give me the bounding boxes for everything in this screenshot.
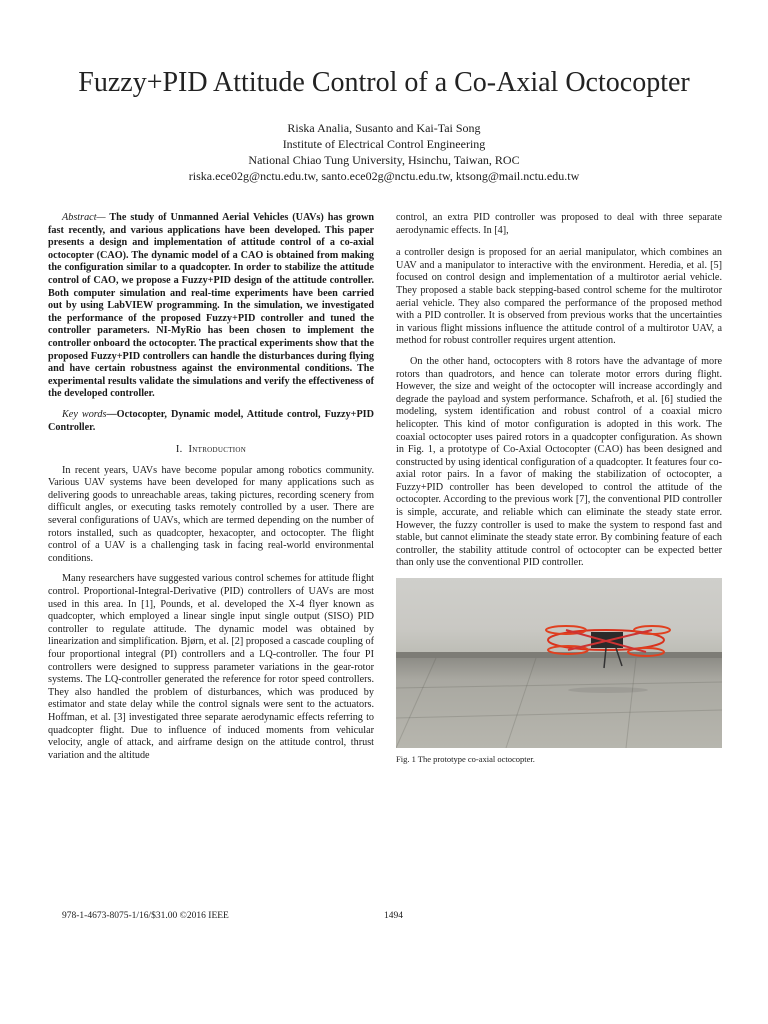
paper-title: Fuzzy+PID Attitude Control of a Co-Axial Octocopter	[78, 67, 690, 98]
paragraph: a controller design is proposed for an aerial manipulator, which combines an UAV and a manipulator to interactive with the environment. Heredia, et al. [5] focused on control design and implementation of a multirotor aerial vehicle. They proposed a stable back stepping-based control scheme for the multirotor aerial vehicle. They also compared the performance of the proposed method with a PID controller. It is observed from previous works that the uncertainties in various flight missions influence the attitude control of a multirotor UAV, a method for robust controller requires urgent attention.	[396, 247, 722, 347]
left-column	[48, 212, 374, 770]
author-university: National Chiao Tung University, Hsinchu, Taiwan, ROC	[248, 153, 520, 167]
author-emails: riska.ece02g@nctu.edu.tw, santo.ece02g@nctu.edu.tw, ktsong@mail.nctu.edu.tw	[188, 169, 580, 183]
keywords-lead: Key words	[62, 408, 107, 420]
section-heading-introduction	[48, 444, 374, 457]
abstract-text: The study of Unmanned Aerial Vehicles (UAVs) has grown fast recently, and various applications have been developed. This paper presents a design and implementation of attitude control of a co-axial octocopter (CAO). The dynamic model of a CAO is obtained from making the configuration similar to a quadcopter. In order to stabilize the attitude control of CAO, we propose a Fuzzy+PID design of the attitude controller. Both computer simulation and real-time experiments have been carried out by using LabVIEW programming. In the simulation, we investigated the performance of the proposed Fuzzy+PID controller and tuned the controller parameters. NI-MyRio has been chosen to implement the controller onboard the octocopter. The practical experiments show that the proposed Fuzzy+PID controllers can handle the disturbances during flying and have certain robustness against the environmental conditions. The experimental results validate the simulations and verify the effectiveness of the developed controller.	[48, 212, 374, 400]
paragraph: control, an extra PID controller was proposed to deal with three separate aerodynamic effects. In [4],	[396, 212, 722, 236]
author-institute: Institute of Electrical Control Engineering	[282, 137, 486, 151]
octocopter-drawing	[396, 578, 722, 748]
keywords-text: —Octocopter, Dynamic model, Attitude control, Fuzzy+PID Controller.	[48, 408, 374, 433]
author-block	[0, 120, 768, 184]
footer-isbn: 978-1-4673-8075-1/16/$31.00 ©2016 IEEE	[62, 911, 229, 921]
abstract	[48, 212, 374, 401]
section-title: Introduction	[188, 444, 247, 456]
figure-caption: Fig. 1 The prototype co-axial octocopter.	[396, 754, 535, 765]
author-names: Riska Analia, Susanto and Kai-Tai Song	[287, 121, 481, 135]
right-column	[396, 212, 722, 765]
paragraph: Many researchers have suggested various control schemes for attitude flight control. Proportional-Integral-Derivative (PID) controllers of UAVs are most used in this area. In [1], Pounds, et al. developed the X-4 flyer known as quadcopter, which employed a linear single input single output (SISO) PID controller to regulate attitude. The dynamic model was obtained by linearization and simplification. Bjørn, et al. [2] proposed a cascade coupling of four proportional integral (PI) controllers and a LQ-controller. The four PI controllers were designed to suppress parameter variations in the gear-rotor systems. The LQ-controller generated the reference for rotor speed controllers. They also handled the problem of disturbances, which was produced by estimator and state delay while the control signals were sent to the actuators. Hoffman, et al. [3] investigated three separate aerodynamic effects referring to quadcopter flight. Due to influence of induced moments from vehicular velocity, angle of attack, and airframe design on the attitude control, thrust variation and the altitude	[48, 573, 374, 761]
section-number: I.	[175, 444, 183, 456]
keywords	[48, 409, 374, 434]
footer-page-number: 1494	[384, 911, 403, 921]
abstract-lead: Abstract—	[62, 212, 106, 223]
paragraph: In recent years, UAVs have become popular among robotics community. Various UAV systems have been developed for many applications such as delivering goods to unreachable areas, taking pictures, recording scenery from difficult angles, or executing tasks remotely controlled by a user. There are several configurations of UAVs, which are termed depending on the number of rotors installed, such as quadcopter, hexacopter, and octocopter. The flight control of a UAV is a challenging task in facing real-world environmental conditions.	[48, 464, 374, 564]
octocopter-photo	[396, 578, 722, 748]
paragraph: On the other hand, octocopters with 8 rotors have the advantage of more rotors than quadrotors, and hence can tolerate motor errors during flight. However, the size and weight of the octocopter will increase accordingly and degrade the payload and system performance. Schafroth, et al. [6] studied the modeling, system identification and robust control of a coaxial micro helicopter. This kind of motor configuration is adopted in this work. The coaxial octocopter uses paired rotors in a quadcopter configuration. As shown in Fig. 1, a prototype of Co-Axial Octocopter (CAO) has been designed and constructed by using identical configuration of a quadcopter. It features four co-axial rotor pairs. In a favor of making the stabilization of octocopter, a Fuzzy+PID controller has been developed to control the attitude of the octocopter. According to the previous work [7], the conventional PID controller is simple, accurate, and reliable which can eliminate the steady state error. However, the fuzzy controller is used to make the system to respond fast and stable, but cannot eliminate the steady state error. By combining feature of each controller, the stability attitude control of octocopter can be expected better than only use the conventional PID controller.	[396, 355, 722, 569]
